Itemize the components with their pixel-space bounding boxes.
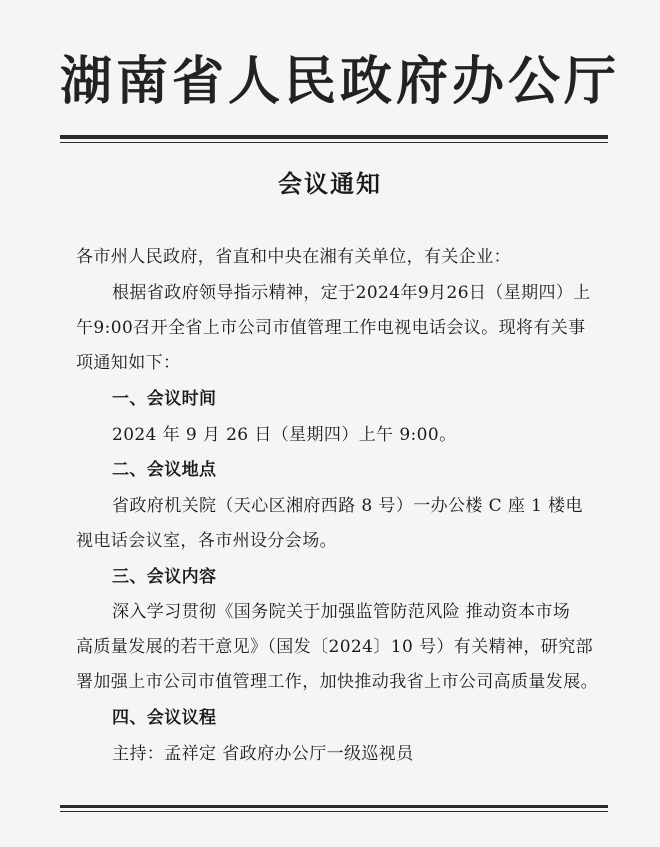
salutation: 各市州人民政府，省直和中央在湘有关单位，有关企业： <box>76 247 511 267</box>
letterhead-org-name: 湖南省人民政府办公厅 <box>60 51 621 112</box>
intro-line: 午9:00召开全省上市公司市值管理工作电视电话会议。现将有关事 <box>76 318 586 338</box>
letterhead-rule-thick <box>60 135 608 139</box>
document-title: 会议通知 <box>278 169 382 198</box>
section-heading-venue: 二、会议地点 <box>112 460 217 480</box>
section-content-line: 高质量发展的若干意见》（国发〔2024〕10 号）有关精神，研究部 <box>76 637 593 657</box>
section-heading-time: 一、会议时间 <box>112 389 217 409</box>
section-content-line: 深入学习贯彻《国务院关于加强监管防范风险 推动资本市场 <box>112 602 571 622</box>
section-content-line: 署加强上市公司市值管理工作，加快推动我省上市公司高质量发展。 <box>76 672 598 692</box>
section-venue-line: 视电话会议室，各市州设分会场。 <box>76 531 337 551</box>
letterhead-rule-thin <box>60 142 608 143</box>
intro-line: 根据省政府领导指示精神，定于2024年9月26日（星期四）上 <box>112 283 591 303</box>
section-heading-agenda: 四、会议议程 <box>112 708 217 728</box>
footer-rule-thin <box>60 811 608 812</box>
intro-line: 项通知如下： <box>76 353 181 373</box>
section-time-line: 2024 年 9 月 26 日（星期四）上午 9:00。 <box>112 425 457 445</box>
section-venue-line: 省政府机关院（天心区湘府西路 8 号）一办公楼 C 座 1 楼电 <box>112 496 583 516</box>
footer-rule-thick <box>60 805 608 808</box>
section-heading-content: 三、会议内容 <box>112 567 217 587</box>
section-agenda-line: 主持：孟祥定 省政府办公厅一级巡视员 <box>112 744 414 764</box>
